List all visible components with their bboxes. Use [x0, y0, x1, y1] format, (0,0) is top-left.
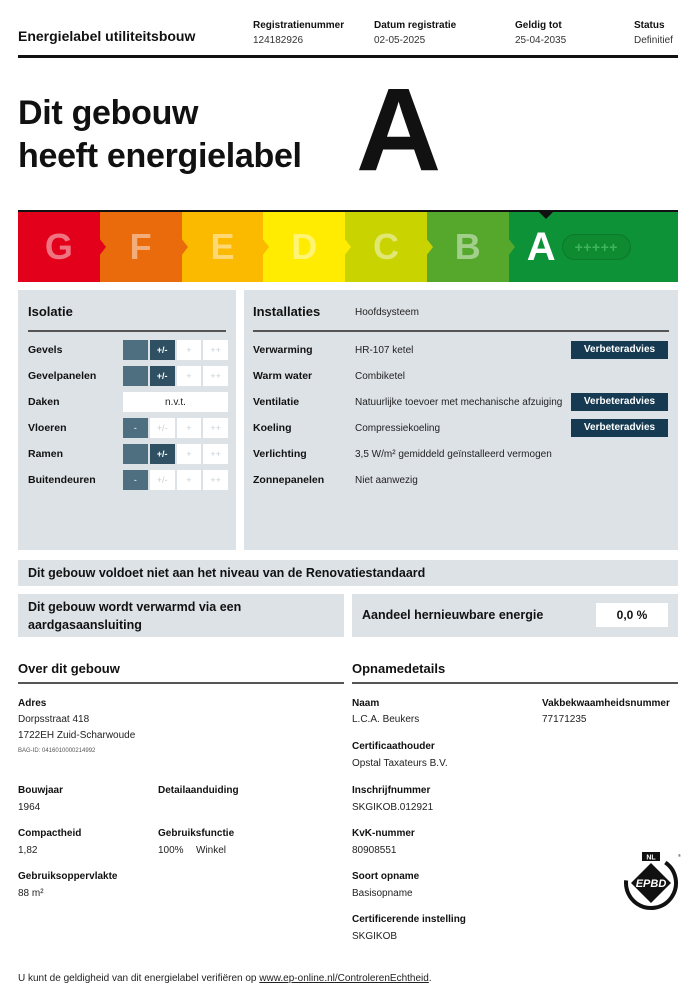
divider: [28, 330, 226, 332]
chevron-right-icon: [508, 238, 515, 256]
rating-cell: +/-: [150, 470, 175, 490]
chevron-right-icon: [344, 238, 351, 256]
gebruiksfunctie-pct: 100%: [158, 845, 184, 856]
verbeteradvies-button[interactable]: Verbeteradvies: [571, 341, 668, 359]
rating-cell: ++: [203, 366, 228, 386]
rating-cell: ++: [203, 444, 228, 464]
hoofdsysteem-label: Hoofdsysteem: [355, 307, 419, 318]
naam-label: Naam: [352, 698, 380, 709]
soort-opname-value: Basisopname: [352, 888, 413, 899]
isolatie-panel: [18, 290, 236, 550]
scale-letter: B: [454, 226, 481, 267]
registration-number: Registratienummer 124182926: [253, 20, 345, 46]
scale-class-c: [345, 212, 427, 282]
rating-cell: -: [123, 470, 148, 490]
isolatie-row-label: Gevelpanelen: [28, 370, 97, 382]
installatie-row-value: Niet aanwezig: [355, 475, 418, 486]
divider: [253, 330, 669, 332]
verbeteradvies-button[interactable]: Verbeteradvies: [571, 393, 668, 411]
scale-letter: E: [210, 226, 235, 267]
isolatie-row-label: Daken: [28, 396, 60, 408]
installatie-row-label: Verwarming: [253, 344, 313, 356]
hernieuwbaar-panel: [352, 594, 678, 637]
rating-cell: +: [177, 470, 202, 490]
scale-class-d: [263, 212, 345, 282]
rating-cell: ++: [203, 340, 228, 360]
scale-letter: D: [291, 226, 318, 267]
isolatie-rating: [123, 366, 228, 386]
rating-cell: -: [123, 418, 148, 438]
divider: [352, 682, 678, 684]
scale-letter: A: [526, 224, 556, 269]
aardgas-notice: Dit gebouw wordt verwarmd via een aardgasaansluiting: [18, 594, 344, 637]
isolatie-rating: [123, 444, 228, 464]
rating-cell: +: [177, 418, 202, 438]
certificerende-instelling-value: SKGIKOB: [352, 931, 398, 942]
chevron-right-icon: [426, 238, 433, 256]
compactheid-value: 1,82: [18, 845, 38, 856]
verbeteradvies-button[interactable]: Verbeteradvies: [571, 419, 668, 437]
isolatie-rating: [123, 418, 228, 438]
chevron-right-icon: [181, 238, 188, 256]
rating-cell: +: [177, 340, 202, 360]
scale-class-e: [182, 212, 264, 282]
hernieuwbaar-label: Aandeel hernieuwbare energie: [362, 608, 544, 622]
scale-class-b: [427, 212, 509, 282]
plus-rating-pill: +++++: [562, 234, 631, 260]
hernieuwbaar-value: 0,0 %: [596, 603, 668, 627]
soort-opname-label: Soort opname: [352, 871, 420, 882]
isolatie-row-label: Ramen: [28, 448, 64, 460]
divider: [18, 682, 344, 684]
chevron-right-icon: [99, 238, 106, 256]
gebruiksoppervlakte-label: Gebruiksoppervlakte: [18, 871, 118, 882]
status: Status Definitief: [634, 20, 673, 46]
installatie-row-value: Combiketel: [355, 371, 406, 382]
scale-class-g: [18, 212, 100, 282]
epbd-logo: [620, 850, 682, 912]
installatie-row-label: Warm water: [253, 370, 313, 382]
scale-class-a: [509, 212, 678, 282]
naam-value: L.C.A. Beukers: [352, 714, 420, 725]
isolatie-row-label: Gevels: [28, 344, 63, 356]
installatie-row-value: Compressiekoeling: [355, 423, 441, 434]
opname-title: Opnamedetails: [352, 661, 446, 676]
footer-text: U kunt de geldigheid van dit energielabel verifiëren op www.ep-online.nl/ControlerenEchtheid.: [18, 973, 432, 984]
vakbekwaamheid-label: Vakbekwaamheidsnummer: [542, 698, 670, 709]
gebouw-title: Over dit gebouw: [18, 661, 120, 676]
energy-label-scale: [18, 210, 678, 282]
document-title: Energielabel utiliteitsbouw: [18, 28, 196, 44]
inschrijfnummer-label: Inschrijfnummer: [352, 785, 431, 796]
installatie-row-label: Ventilatie: [253, 396, 300, 408]
rating-cell: [123, 366, 148, 386]
rating-cell: +: [177, 366, 202, 386]
svg-text:®: ®: [678, 853, 681, 858]
bouwjaar-value: 1964: [18, 802, 41, 813]
energy-label-letter: A: [356, 64, 442, 196]
scale-class-f: [100, 212, 182, 282]
scale-letter: C: [373, 226, 400, 267]
isolatie-rating-nvt: n.v.t.: [123, 392, 228, 412]
vakbekwaamheid-value: 77171235: [542, 714, 587, 725]
adres-line2: 1722EH Zuid-Scharwoude: [18, 730, 136, 741]
gebruiksfunctie-label: Gebruiksfunctie: [158, 828, 235, 839]
epbd-text: EPBD: [635, 878, 667, 890]
certificaathouder-value: Opstal Taxateurs B.V.: [352, 758, 448, 769]
kvk-value: 80908551: [352, 845, 397, 856]
installatie-row-label: Koeling: [253, 422, 292, 434]
rating-cell: +/-: [150, 418, 175, 438]
adres-label: Adres: [18, 698, 47, 709]
adres-line1: Dorpsstraat 418: [18, 714, 90, 725]
document-header: [18, 18, 678, 58]
installatie-row-value: HR-107 ketel: [355, 345, 414, 356]
rating-cell: +/-: [150, 366, 175, 386]
chevron-right-icon: [262, 238, 269, 256]
installatie-row-label: Verlichting: [253, 448, 307, 460]
rating-cell: +/-: [150, 444, 175, 464]
isolatie-row-label: Buitendeuren: [28, 474, 96, 486]
certificerende-instelling-label: Certificerende instelling: [352, 914, 466, 925]
installatie-row-value: 3,5 W/m² gemiddeld geïnstalleerd vermogen: [355, 449, 552, 460]
verification-link[interactable]: www.ep-online.nl/ControlerenEchtheid: [259, 973, 429, 984]
certificaathouder-label: Certificaathouder: [352, 741, 435, 752]
rating-cell: +/-: [150, 340, 175, 360]
gebruiksfunctie-value: Winkel: [196, 845, 227, 856]
valid-until: Geldig tot 25-04-2035: [515, 20, 567, 46]
installaties-panel: [244, 290, 678, 550]
rating-cell: [123, 444, 148, 464]
rating-cell: [123, 340, 148, 360]
compactheid-label: Compactheid: [18, 828, 82, 839]
scale-letter: G: [44, 226, 73, 267]
isolatie-rating: [123, 470, 228, 490]
kvk-label: KvK-nummer: [352, 828, 415, 839]
rating-cell: ++: [203, 470, 228, 490]
active-pointer-icon: [537, 210, 555, 219]
inschrijfnummer-value: SKGIKOB.012921: [352, 802, 434, 813]
detailaanduiding-label: Detailaanduiding: [158, 785, 239, 796]
bouwjaar-label: Bouwjaar: [18, 785, 64, 796]
isolatie-row-label: Vloeren: [28, 422, 67, 434]
rating-cell: ++: [203, 418, 228, 438]
scale-letter: F: [129, 226, 152, 267]
isolatie-rating: [123, 340, 228, 360]
gebruiksoppervlakte-value: 88 m²: [18, 888, 44, 899]
isolatie-title: Isolatie: [28, 304, 73, 319]
bag-id: BAG-ID: 0416010000214992: [18, 748, 96, 754]
epbd-top-text: NL: [646, 854, 656, 862]
installaties-title: Installaties: [253, 304, 321, 319]
installatie-row-value: Natuurlijke toevoer met mechanische afzuiging: [355, 397, 563, 408]
hero-title: Dit gebouw heeft energielabel: [18, 94, 302, 175]
rating-cell: +: [177, 444, 202, 464]
renovatie-notice: Dit gebouw voldoet niet aan het niveau van de Renovatiestandaard: [18, 560, 678, 586]
registration-date: Datum registratie 02-05-2025: [374, 20, 457, 46]
installatie-row-label: Zonnepanelen: [253, 474, 325, 486]
